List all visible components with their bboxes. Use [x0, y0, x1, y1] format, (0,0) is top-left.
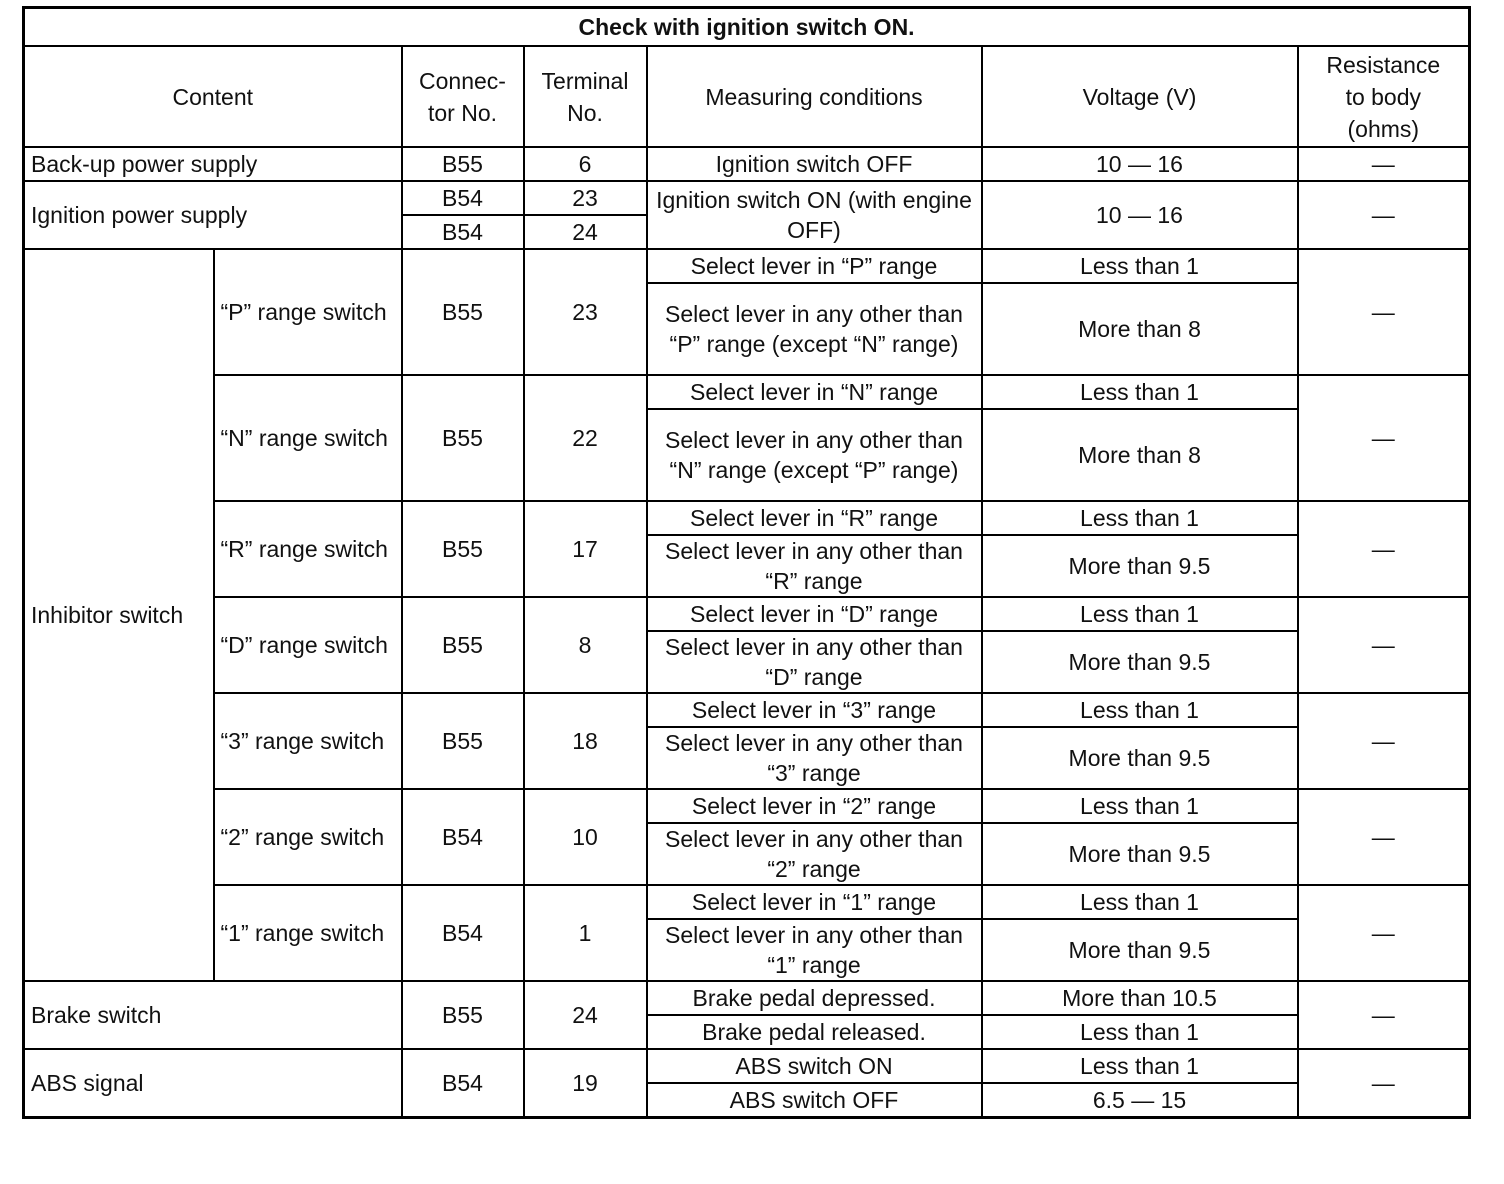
- d-range-resistance: —: [1298, 597, 1470, 693]
- table-row: [24, 981, 1470, 1015]
- brake-v2: Less than 1: [982, 1015, 1298, 1049]
- header-connector: Connec- tor No.: [402, 46, 524, 147]
- abs-v1: Less than 1: [982, 1049, 1298, 1083]
- p-range-resistance: —: [1298, 249, 1470, 375]
- r-range-name: “R” range switch: [214, 501, 402, 597]
- brake-terminal: 24: [524, 981, 647, 1049]
- r-range-connector: B55: [402, 501, 524, 597]
- 1-range-v2: More than 9.5: [982, 919, 1298, 981]
- brake-cond2: Brake pedal released.: [647, 1015, 982, 1049]
- r-range-v2: More than 9.5: [982, 535, 1298, 597]
- backup-content: Back-up power supply: [24, 147, 402, 181]
- table-row: [24, 181, 1470, 215]
- n-range-v1: Less than 1: [982, 375, 1298, 409]
- header-terminal: Terminal No.: [524, 46, 647, 147]
- d-range-connector: B55: [402, 597, 524, 693]
- d-range-name: “D” range switch: [214, 597, 402, 693]
- 1-range-v1: Less than 1: [982, 885, 1298, 919]
- abs-cond2: ABS switch OFF: [647, 1083, 982, 1118]
- inhibitor-content: Inhibitor switch: [24, 249, 214, 981]
- brake-connector: B55: [402, 981, 524, 1049]
- p-range-name: “P” range switch: [214, 249, 402, 375]
- p-range-terminal: 23: [524, 249, 647, 375]
- backup-voltage: 10 — 16: [982, 147, 1298, 181]
- 2-range-resistance: —: [1298, 789, 1470, 885]
- 1-range-cond2: Select lever in any other than “1” range: [647, 919, 982, 981]
- ignition-connector-a: B54: [402, 181, 524, 215]
- d-range-cond2: Select lever in any other than “D” range: [647, 631, 982, 693]
- 2-range-v2: More than 9.5: [982, 823, 1298, 885]
- 3-range-cond1: Select lever in “3” range: [647, 693, 982, 727]
- r-range-terminal: 17: [524, 501, 647, 597]
- brake-content: Brake switch: [24, 981, 402, 1049]
- table-row: [24, 375, 1470, 409]
- backup-terminal: 6: [524, 147, 647, 181]
- header-resistance: Resistance to body (ohms): [1298, 46, 1470, 147]
- 1-range-connector: B54: [402, 885, 524, 981]
- n-range-v2: More than 8: [982, 409, 1298, 501]
- ignition-connector-b: B54: [402, 215, 524, 249]
- d-range-v1: Less than 1: [982, 597, 1298, 631]
- 2-range-v1: Less than 1: [982, 789, 1298, 823]
- header-content: Content: [24, 46, 402, 147]
- 2-range-terminal: 10: [524, 789, 647, 885]
- r-range-v1: Less than 1: [982, 501, 1298, 535]
- table-row: [24, 597, 1470, 631]
- abs-connector: B54: [402, 1049, 524, 1118]
- table-row: [24, 147, 1470, 181]
- abs-content: ABS signal: [24, 1049, 402, 1118]
- backup-connector: B55: [402, 147, 524, 181]
- d-range-cond1: Select lever in “D” range: [647, 597, 982, 631]
- p-range-v2: More than 8: [982, 283, 1298, 375]
- 1-range-terminal: 1: [524, 885, 647, 981]
- abs-cond1: ABS switch ON: [647, 1049, 982, 1083]
- n-range-name: “N” range switch: [214, 375, 402, 501]
- header-measuring: Measuring conditions: [647, 46, 982, 147]
- ignition-voltage: 10 — 16: [982, 181, 1298, 249]
- table-row: [24, 789, 1470, 823]
- 3-range-resistance: —: [1298, 693, 1470, 789]
- header-voltage: Voltage (V): [982, 46, 1298, 147]
- n-range-cond2: Select lever in any other than “N” range (except “P” range): [647, 409, 982, 501]
- brake-resistance: —: [1298, 981, 1470, 1049]
- 3-range-terminal: 18: [524, 693, 647, 789]
- r-range-resistance: —: [1298, 501, 1470, 597]
- d-range-terminal: 8: [524, 597, 647, 693]
- n-range-resistance: —: [1298, 375, 1470, 501]
- n-range-cond1: Select lever in “N” range: [647, 375, 982, 409]
- table-row: [24, 693, 1470, 727]
- table-row: [24, 249, 1470, 283]
- ignition-terminal-b: 24: [524, 215, 647, 249]
- p-range-v1: Less than 1: [982, 249, 1298, 283]
- ignition-resistance: —: [1298, 181, 1470, 249]
- p-range-cond1: Select lever in “P” range: [647, 249, 982, 283]
- 3-range-v2: More than 9.5: [982, 727, 1298, 789]
- 1-range-cond1: Select lever in “1” range: [647, 885, 982, 919]
- ignition-condition: Ignition switch ON (with engine OFF): [647, 181, 982, 249]
- ignition-terminal-a: 23: [524, 181, 647, 215]
- 3-range-v1: Less than 1: [982, 693, 1298, 727]
- ignition-check-table: [22, 6, 1471, 1119]
- r-range-cond1: Select lever in “R” range: [647, 501, 982, 535]
- table-row: [24, 1049, 1470, 1083]
- brake-v1: More than 10.5: [982, 981, 1298, 1015]
- ignition-content: Ignition power supply: [24, 181, 402, 249]
- header-row: [24, 46, 1470, 147]
- abs-resistance: —: [1298, 1049, 1470, 1118]
- 3-range-name: “3” range switch: [214, 693, 402, 789]
- 2-range-cond1: Select lever in “2” range: [647, 789, 982, 823]
- abs-v2: 6.5 — 15: [982, 1083, 1298, 1118]
- n-range-terminal: 22: [524, 375, 647, 501]
- brake-cond1: Brake pedal depressed.: [647, 981, 982, 1015]
- backup-condition: Ignition switch OFF: [647, 147, 982, 181]
- table-row: [24, 885, 1470, 919]
- 1-range-name: “1” range switch: [214, 885, 402, 981]
- abs-terminal: 19: [524, 1049, 647, 1118]
- 3-range-cond2: Select lever in any other than “3” range: [647, 727, 982, 789]
- table-row: [24, 501, 1470, 535]
- 3-range-connector: B55: [402, 693, 524, 789]
- 2-range-name: “2” range switch: [214, 789, 402, 885]
- r-range-cond2: Select lever in any other than “R” range: [647, 535, 982, 597]
- 2-range-cond2: Select lever in any other than “2” range: [647, 823, 982, 885]
- p-range-cond2: Select lever in any other than “P” range (except “N” range): [647, 283, 982, 375]
- d-range-v2: More than 9.5: [982, 631, 1298, 693]
- backup-resistance: —: [1298, 147, 1470, 181]
- spec-table-container: [22, 6, 1468, 1119]
- p-range-connector: B55: [402, 249, 524, 375]
- n-range-connector: B55: [402, 375, 524, 501]
- 1-range-resistance: —: [1298, 885, 1470, 981]
- 2-range-connector: B54: [402, 789, 524, 885]
- table-title: Check with ignition switch ON.: [24, 8, 1470, 47]
